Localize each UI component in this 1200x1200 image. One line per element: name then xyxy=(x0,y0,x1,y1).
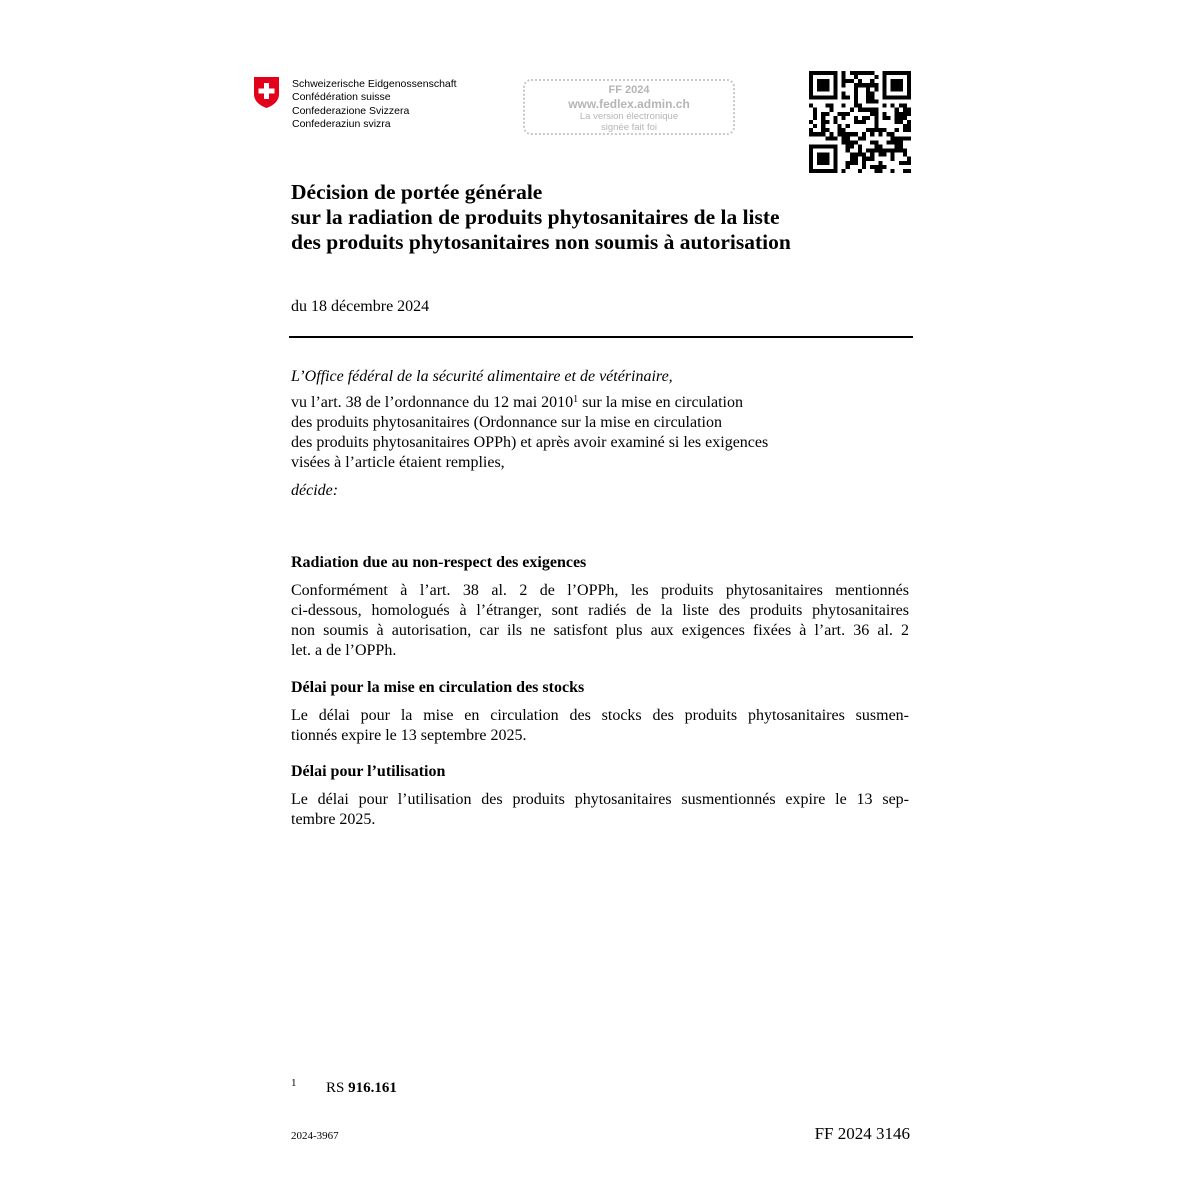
paragraph-line: let. a de l’OPPh. xyxy=(291,642,397,659)
title-line-2: sur la radiation de produits phytosanitaires de la liste xyxy=(291,205,780,229)
footnote-text xyxy=(326,1078,397,1098)
footnote-reference[interactable]: 1 xyxy=(573,394,579,405)
paragraph-line: non soumis à autorisation, car ils ne satisfont plus aux exigences fixées à l’art. 36 al. 2 xyxy=(291,622,909,639)
legal-basis-line-1a: vu l’art. 38 de l’ordonnance du 12 mai 2010 xyxy=(291,394,574,411)
legal-basis-line-2: des produits phytosanitaires (Ordonnance sur la mise en circulation xyxy=(291,414,722,431)
confederation-line-fr: Confédération suisse xyxy=(292,91,391,104)
qr-code-icon xyxy=(809,71,911,173)
ff-reference: FF 2024 3146 xyxy=(814,1124,910,1143)
section-text-use-deadline xyxy=(291,790,909,830)
stamp-line-2: www.fedlex.admin.ch xyxy=(568,97,690,111)
stamp-line-4: signée fait foi xyxy=(601,122,657,133)
footnote-reference-number: 916.161 xyxy=(348,1080,397,1096)
stamp-line-1: FF 2024 xyxy=(608,84,650,96)
section-heading-stock-deadline: Délai pour la mise en circulation des stocks xyxy=(291,679,585,696)
electronic-version-stamp xyxy=(523,79,735,135)
issuing-office: L’Office fédéral de la sécurité alimentaire et de vétérinaire, xyxy=(291,368,673,385)
title-line-3: des produits phytosanitaires non soumis à autorisation xyxy=(291,230,791,254)
section-text-stock-deadline xyxy=(291,706,909,746)
paragraph-line: tembre 2025. xyxy=(291,811,376,828)
legal-basis-line-4: visées à l’article étaient remplies, xyxy=(291,454,505,471)
decision-word: décide: xyxy=(291,482,339,499)
title-line-1: Décision de portée générale xyxy=(291,180,543,204)
paragraph-line: Le délai pour la mise en circulation des stocks des produits phytosanitaires susmen- xyxy=(291,707,909,724)
section-heading-radiation: Radiation due au non-respect des exigences xyxy=(291,554,587,571)
paragraph-line: ci-dessous, homologués à l’étranger, sont radiés de la liste des produits phytosanitaires xyxy=(291,602,909,619)
swiss-cross-icon xyxy=(253,76,280,109)
confederation-line-it: Confederazione Svizzera xyxy=(292,104,410,117)
footnote-number: 1 xyxy=(291,1077,297,1089)
stamp-line-3: La version électronique xyxy=(579,111,679,122)
confederation-line-rm: Confederaziun svizra xyxy=(292,117,391,130)
divider xyxy=(289,336,913,338)
legal-basis-line-1b: sur la mise en circulation xyxy=(578,394,743,411)
confederation-line-de: Schweizerische Eidgenossenschaft xyxy=(292,78,457,90)
legal-basis-line-1 xyxy=(291,393,911,413)
legal-basis xyxy=(291,393,911,473)
document-number: 2024-3967 xyxy=(291,1130,339,1142)
paragraph-line: Le délai pour l’utilisation des produits phytosanitaires susmentionnés expire le 13 sep- xyxy=(291,791,909,808)
footnote-prefix: RS xyxy=(326,1080,349,1096)
document-date: du 18 décembre 2024 xyxy=(291,298,430,315)
paragraph-line: tionnés expire le 13 septembre 2025. xyxy=(291,727,527,744)
section-text-radiation xyxy=(291,581,909,661)
paragraph-line: Conformément à l’art. 38 al. 2 de l’OPPh, les produits phytosanitaires mentionnés xyxy=(291,582,909,599)
legal-basis-line-3: des produits phytosanitaires OPPh) et après avoir examiné si les exigences xyxy=(291,434,769,451)
confederation-name xyxy=(292,78,457,131)
section-heading-use-deadline: Délai pour l’utilisation xyxy=(291,763,446,780)
document-title xyxy=(291,180,931,255)
